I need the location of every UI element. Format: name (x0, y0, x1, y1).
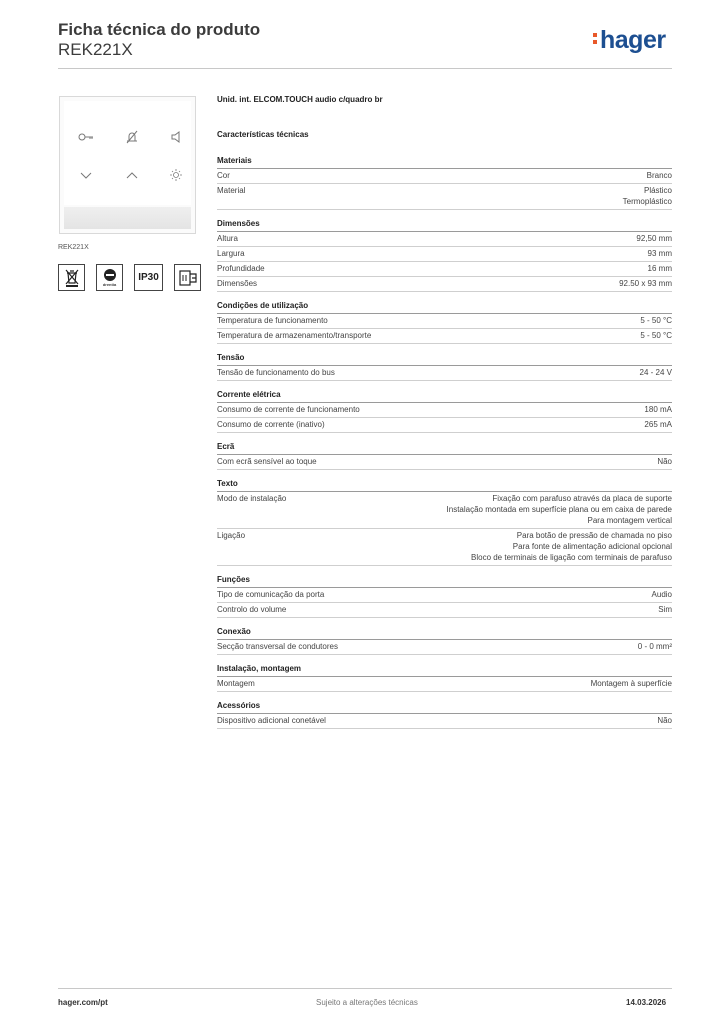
spec-value-line: 0 - 0 mm² (637, 642, 672, 651)
speaker-icon (168, 129, 184, 145)
hager-logo: hager (593, 26, 666, 55)
spec-heading: Características técnicas (217, 130, 309, 139)
product-name: Unid. int. ELCOM.TOUCH audio c/quadro br (217, 95, 383, 104)
spec-value-line: 5 - 50 °C (640, 331, 672, 340)
spec-row (217, 314, 672, 329)
spec-value-line: Sim (658, 605, 672, 614)
spec-value (638, 641, 672, 652)
installation-box-icon (174, 264, 201, 291)
spec-row (217, 366, 672, 381)
spec-section (217, 218, 672, 292)
footer-notice: Sujeito a alterações técnicas (316, 998, 418, 1007)
spec-value-line: Instalação montada em superfície plana ou em caixa de parede (446, 505, 672, 514)
section-title: Acessórios (217, 700, 672, 714)
image-caption: REK221X (58, 244, 89, 251)
section-title: Materiais (217, 155, 672, 169)
device-face (64, 101, 191, 205)
spec-value (647, 170, 672, 181)
spec-row (217, 184, 672, 210)
spec-value (623, 185, 672, 207)
spec-value (648, 263, 672, 274)
spec-value-line: 92,50 mm (636, 234, 672, 243)
spec-value-line: Montagem à superfície (590, 679, 672, 688)
spec-value-line: Não (657, 457, 672, 466)
spec-row (217, 492, 672, 529)
drentia-icon (96, 264, 123, 291)
spec-value-line: Fixação com parafuso através da placa de suporte (492, 494, 672, 503)
key-icon (78, 129, 94, 145)
footer-date: 14.03.2026 (626, 998, 667, 1007)
spec-section (217, 663, 672, 692)
section-title: Condições de utilização (217, 300, 672, 314)
spec-row (217, 262, 672, 277)
spec-row (217, 247, 672, 262)
spec-value-line: Para botão de pressão de chamada no piso (516, 531, 672, 540)
logo-dots-icon (593, 33, 599, 47)
spec-value (657, 456, 672, 467)
spec-value (644, 404, 672, 415)
spec-label: Temperatura de funcionamento (217, 316, 328, 325)
spec-label: Temperatura de armazenamento/transporte (217, 331, 372, 340)
spec-label: Dispositivo adicional conetável (217, 716, 326, 725)
spec-section (217, 478, 672, 566)
spec-section (217, 352, 672, 381)
section-title: Ecrã (217, 441, 672, 455)
spec-label: Controlo do volume (217, 605, 287, 614)
section-title: Conexão (217, 626, 672, 640)
section-title: Texto (217, 478, 672, 492)
spec-value (619, 278, 672, 289)
bell-muted-icon (124, 129, 140, 145)
section-title: Funções (217, 574, 672, 588)
spec-value-line: Plástico (643, 186, 672, 195)
spec-row (217, 169, 672, 184)
spec-label: Montagem (217, 679, 255, 688)
spec-value (657, 715, 672, 726)
spec-label: Secção transversal de condutores (217, 642, 338, 651)
spec-value-line: 16 mm (647, 264, 672, 273)
section-title: Corrente elétrica (217, 389, 672, 403)
chevron-up-icon (124, 167, 140, 183)
spec-value-line: 5 - 50 °C (640, 316, 672, 325)
spec-value (648, 248, 672, 259)
spec-value (640, 330, 672, 341)
spec-label: Com ecrã sensível ao toque (217, 457, 317, 466)
spec-label: Modo de instalação (217, 494, 287, 503)
spec-value-line: Para fonte de alimentação adicional opcional (512, 542, 672, 551)
spec-row (217, 455, 672, 470)
spec-value (658, 604, 672, 615)
spec-label: Cor (217, 171, 230, 180)
spec-label: Profundidade (217, 264, 265, 273)
spec-row (217, 529, 672, 566)
spec-row (217, 418, 672, 433)
spec-row (217, 329, 672, 344)
spec-value-line: Branco (646, 171, 672, 180)
spec-value (636, 233, 672, 244)
spec-section (217, 300, 672, 344)
product-image (59, 96, 196, 234)
spec-value (591, 678, 672, 689)
footer-divider (58, 988, 672, 989)
weee-crossed-bin-icon (58, 264, 85, 291)
spec-label: Altura (217, 234, 238, 243)
spec-section (217, 441, 672, 470)
light-icon (168, 167, 184, 183)
spec-section (217, 389, 672, 433)
spec-label: Ligação (217, 531, 246, 540)
spec-value-line: Bloco de terminais de ligação com terminais de parafuso (471, 553, 672, 562)
spec-row (217, 603, 672, 618)
device-bottom-edge (64, 207, 191, 229)
spec-row (217, 403, 672, 418)
spec-panel (217, 95, 672, 737)
spec-value-line: 265 mA (644, 420, 672, 429)
header-divider (58, 68, 672, 69)
spec-section (217, 626, 672, 655)
spec-value-line: Audio (651, 590, 672, 599)
section-title: Instalação, montagem (217, 663, 672, 677)
section-title: Dimensões (217, 218, 672, 232)
spec-value-line: Não (657, 716, 672, 725)
spec-label: Dimensões (217, 279, 258, 288)
spec-label: Consumo de corrente (inativo) (217, 420, 325, 429)
spec-label: Tipo de comunicação da porta (217, 590, 325, 599)
spec-row (217, 714, 672, 729)
spec-value (640, 315, 672, 326)
section-title: Tensão (217, 352, 672, 366)
drentia-label: drentia (102, 282, 117, 287)
spec-row (217, 640, 672, 655)
spec-label: Largura (217, 249, 245, 258)
spec-value-line: Termoplástico (622, 197, 672, 206)
product-code-heading: REK221X (58, 40, 133, 59)
spec-section (217, 155, 672, 210)
spec-value (652, 589, 672, 600)
spec-value-line: 93 mm (647, 249, 672, 258)
spec-value (644, 419, 672, 430)
spec-row (217, 677, 672, 692)
spec-value (471, 530, 672, 563)
spec-label: Material (217, 186, 246, 195)
spec-label: Tensão de funcionamento do bus (217, 368, 335, 377)
chevron-down-icon (78, 167, 94, 183)
spec-value (640, 367, 672, 378)
spec-label: Consumo de corrente de funcionamento (217, 405, 360, 414)
spec-value (447, 493, 672, 526)
spec-section (217, 574, 672, 618)
spec-value-line: 24 - 24 V (639, 368, 672, 377)
spec-value-line: 180 mA (644, 405, 672, 414)
page-title: Ficha técnica do produto (58, 20, 261, 39)
ip30-badge: IP30 (134, 264, 163, 291)
spec-row (217, 232, 672, 247)
spec-sections (217, 155, 672, 729)
spec-row (217, 277, 672, 292)
footer-website-link[interactable]: hager.com/pt (58, 998, 108, 1007)
spec-value-line: 92.50 x 93 mm (619, 279, 672, 288)
spec-value-line: Para montagem vertical (587, 516, 672, 525)
spec-row (217, 588, 672, 603)
spec-section (217, 700, 672, 729)
